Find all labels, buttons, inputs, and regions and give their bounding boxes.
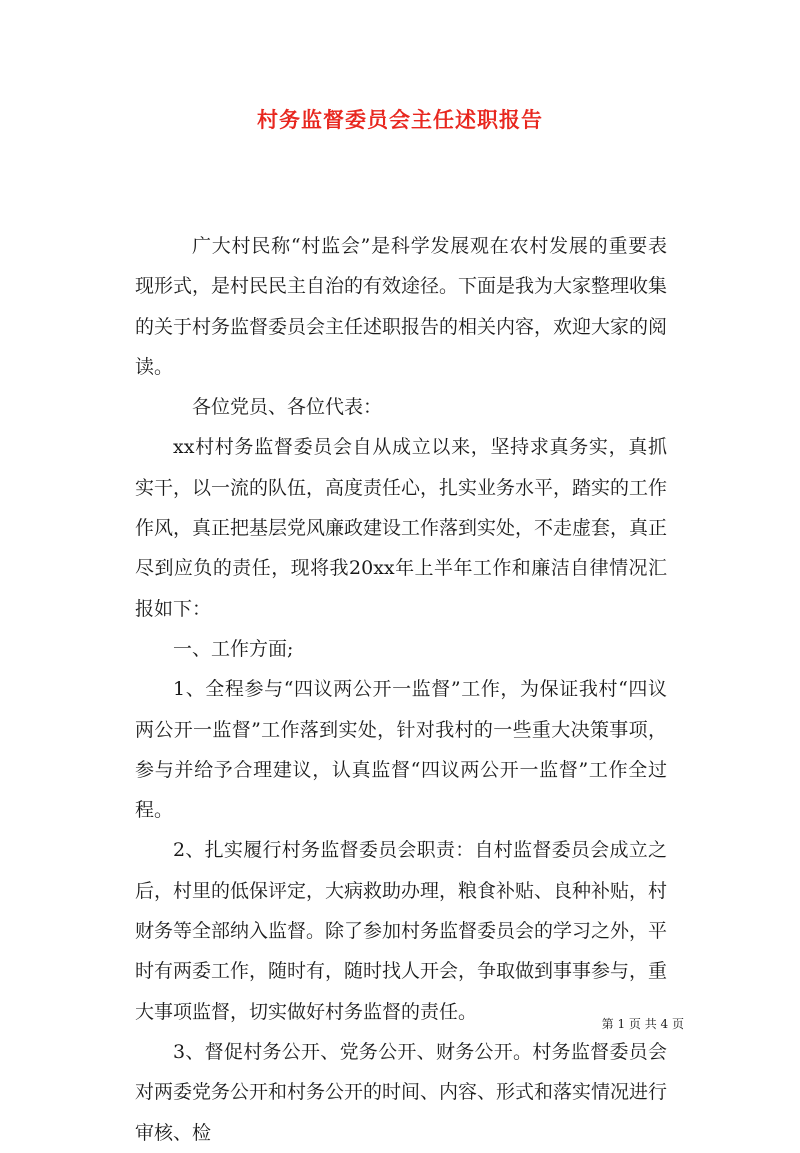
paragraph-item-1: 1、全程参与“四议两公开一监督”工作，为保证我村“四议两公开一监督”工作落到实处，针对我村的一些重大决策事项，参与并给予合理建议，认真监督“四议两公开一监督”工作全过程。 bbox=[135, 678, 667, 822]
document-title: 村务监督委员会主任述职报告 bbox=[257, 107, 543, 132]
paragraph-section-heading: 一、工作方面; bbox=[173, 637, 294, 660]
paragraph-item-2: 2、扎实履行村务监督委员会职责：自村监督委员会成立之后，村里的低保评定，大病救助办理，粮食补贴、良种补贴，村财务等全部纳入监督。除了参加村务监督委员会的学习之外，平时有两委工作，随时有，随时找人开会，争取做到事事参与，重大事项监督，切实做好村务监督的责任。 bbox=[135, 839, 668, 1023]
document-body bbox=[135, 226, 667, 1153]
paragraph-intro: 广大村民称“村监会”是科学发展观在农村发展的重要表现形式，是村民民主自治的有效途径。下面是我为大家整理收集的关于村务监督委员会主任述职报告的相关内容，欢迎大家的阅读。 bbox=[135, 235, 668, 378]
paragraph-overview: xx村村务监督委员会自从成立以来，坚持求真务实，真抓实干，以一流的队伍，高度责任心，扎实业务水平，踏实的工作作风，真正把基层党风廉政建设工作落到实处，不走虚套，真正尽到应负的责任，现将我20xx年上半年工作和廉洁自律情况汇报如下： bbox=[135, 436, 668, 620]
paragraph-item-3: 3、督促村务公开、党务公开、财务公开。村务监督委员会对两委党务公开和村务公开的时间、内容、形式和落实情况进行审核、检 bbox=[135, 1040, 668, 1144]
paragraph-salutation: 各位党员、各位代表： bbox=[192, 396, 383, 419]
page-number-footer: 第 1 页 共 4 页 bbox=[601, 1017, 684, 1031]
